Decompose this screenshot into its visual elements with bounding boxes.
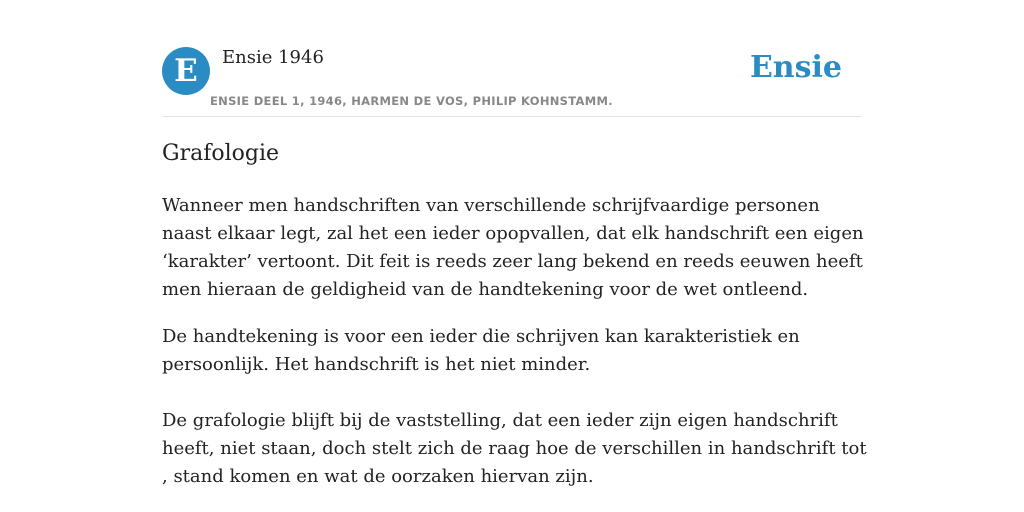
source-subtitle: ENSIE DEEL 1, 1946, HARMEN DE VOS, PHILIP KOHNSTAMM.: [210, 94, 613, 108]
article-paragraph: De grafologie blijft bij de vaststelling, dat een ieder zijn eigen handschrift heeft, niet staan, doch stelt zich de raag hoe de verschillen in handschrift tot , stand komen en wat de oorzaken hiervan zijn.: [162, 410, 867, 487]
article-paragraph: Wanneer men handschriften van verschillende schrijfvaardige personen naast elkaar legt, zal het een ieder opopvallen, dat elk handschrift een eigen ‘karakter’ vertoont. Dit feit is reeds zeer lang bekend en reeds eeuwen heeft men hieraan de geldigheid van de handtekening voor de wet ontleend.: [162, 195, 864, 300]
ensie-logo-icon[interactable]: E: [162, 47, 210, 95]
page-title: Grafologie: [162, 141, 280, 166]
article-paragraph: De handtekening is voor een ieder die schrijven kan karakteristiek en persoonlijk. Het handschrift is het niet minder.: [162, 326, 800, 375]
brand-logo[interactable]: Ensie: [749, 50, 842, 85]
source-title[interactable]: Ensie 1946: [222, 47, 324, 68]
header: [162, 45, 862, 117]
